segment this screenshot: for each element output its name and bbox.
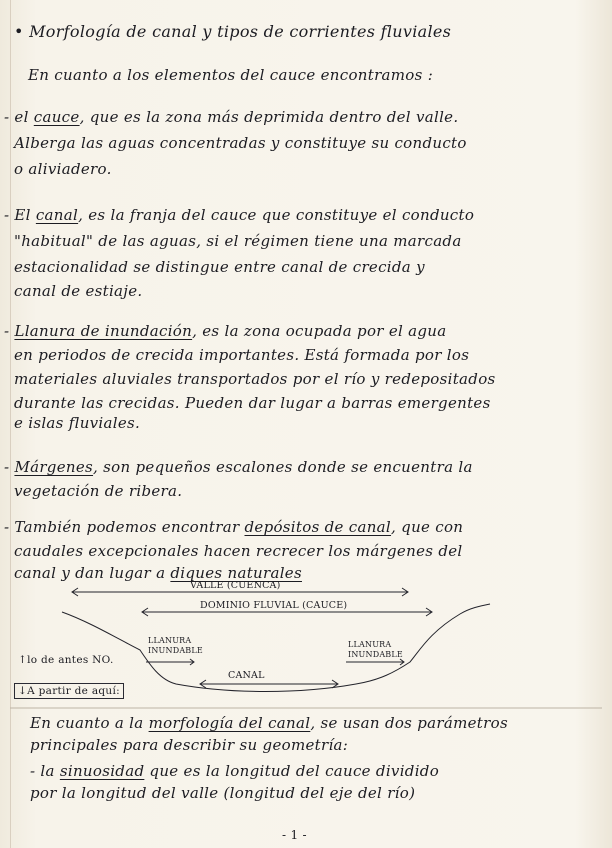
depositos-line-2: caudales excepcionales hacen recrecer los márgenes del xyxy=(14,542,463,560)
dash: - el xyxy=(4,108,34,126)
llanura-right-label xyxy=(348,640,403,660)
llanura-left-word-1: LLANURA xyxy=(148,636,192,645)
morfologia-line-2: principales para describir su geometría: xyxy=(30,736,349,754)
morfologia-text-pre2: - la xyxy=(30,762,60,780)
morfologia-text-post2: que es la longitud del cauce dividido xyxy=(144,762,440,780)
morfologia-line-4: por la longitud del valle (longitud del eje del río) xyxy=(30,784,416,802)
term-margenes: Márgenes xyxy=(14,458,94,476)
canal-line-4: canal de estiaje. xyxy=(14,282,143,300)
note-antes: ↑lo de antes NO. xyxy=(18,654,114,666)
depositos-text-pre: - También podemos encontrar xyxy=(4,518,245,536)
llanura-line-3: materiales aluviales transportados por el río y redepositados xyxy=(14,370,496,388)
intro-line: En cuanto a los elementos del cauce encontramos : xyxy=(28,66,434,84)
morfologia-line-1 xyxy=(30,714,508,732)
cauce-line-3: o aliviadero. xyxy=(14,160,112,178)
valle-label: VALLE (CUENCA) xyxy=(190,580,281,591)
morfologia-text-pre: En cuanto a la xyxy=(30,714,149,732)
canal-text: , es la franja del cauce que constituye el conducto xyxy=(78,206,475,224)
llanura-left-label xyxy=(148,636,203,656)
llanura-text: , es la zona ocupada por el agua xyxy=(192,322,447,340)
depositos-text-pre2: canal y dan lugar a xyxy=(14,564,171,582)
term-llanura: Llanura de inundación xyxy=(14,322,193,340)
page-number: - 1 - xyxy=(282,828,307,842)
morfologia-text-post: , se usan dos parámetros xyxy=(310,714,508,732)
llanura-right-word-2: INUNDABLE xyxy=(348,650,403,659)
dash: - El xyxy=(4,206,36,224)
page-title: • Morfología de canal y tipos de corrientes fluviales xyxy=(14,22,452,41)
canal-line-2: "habitual" de las aguas, si el régimen tiene una marcada xyxy=(14,232,462,250)
canal-label: CANAL xyxy=(228,670,265,681)
llanura-line-2: en periodos de crecida importantes. Está formada por los xyxy=(14,346,470,364)
margenes-text: , son pequeños escalones donde se encuentra la xyxy=(93,458,473,476)
note-aqui: ↓A partir de aquí: xyxy=(14,683,124,699)
dash: - xyxy=(4,458,15,476)
term-morfologia: morfología del canal xyxy=(148,714,311,732)
valley-profile xyxy=(62,604,490,692)
cauce-text: , que es la zona más deprimida dentro del valle. xyxy=(79,108,459,126)
llanura-line-5: e islas fluviales. xyxy=(14,414,141,432)
canal-line-3: estacionalidad se distingue entre canal de crecida y xyxy=(14,258,425,276)
term-sinuosidad: sinuosidad xyxy=(59,762,145,780)
term-depositos: depósitos de canal xyxy=(244,518,392,536)
term-cauce: cauce xyxy=(33,108,80,126)
term-diques: diques naturales xyxy=(170,564,302,582)
term-canal: canal xyxy=(35,206,79,224)
morfologia-line-3 xyxy=(30,762,439,780)
llanura-left-word-2: INUNDABLE xyxy=(148,646,203,655)
dash: - xyxy=(4,322,15,340)
llanura-right-word-1: LLANURA xyxy=(348,640,392,649)
cauce-line-2: Alberga las aguas concentradas y constituye su conducto xyxy=(14,134,467,152)
margenes-line-2: vegetación de ribera. xyxy=(14,482,183,500)
dominio-label: DOMINIO FLUVIAL (CAUCE) xyxy=(200,600,348,611)
llanura-line-4: durante las crecidas. Pueden dar lugar a barras emergentes xyxy=(14,394,491,412)
depositos-text-post: , que con xyxy=(391,518,464,536)
